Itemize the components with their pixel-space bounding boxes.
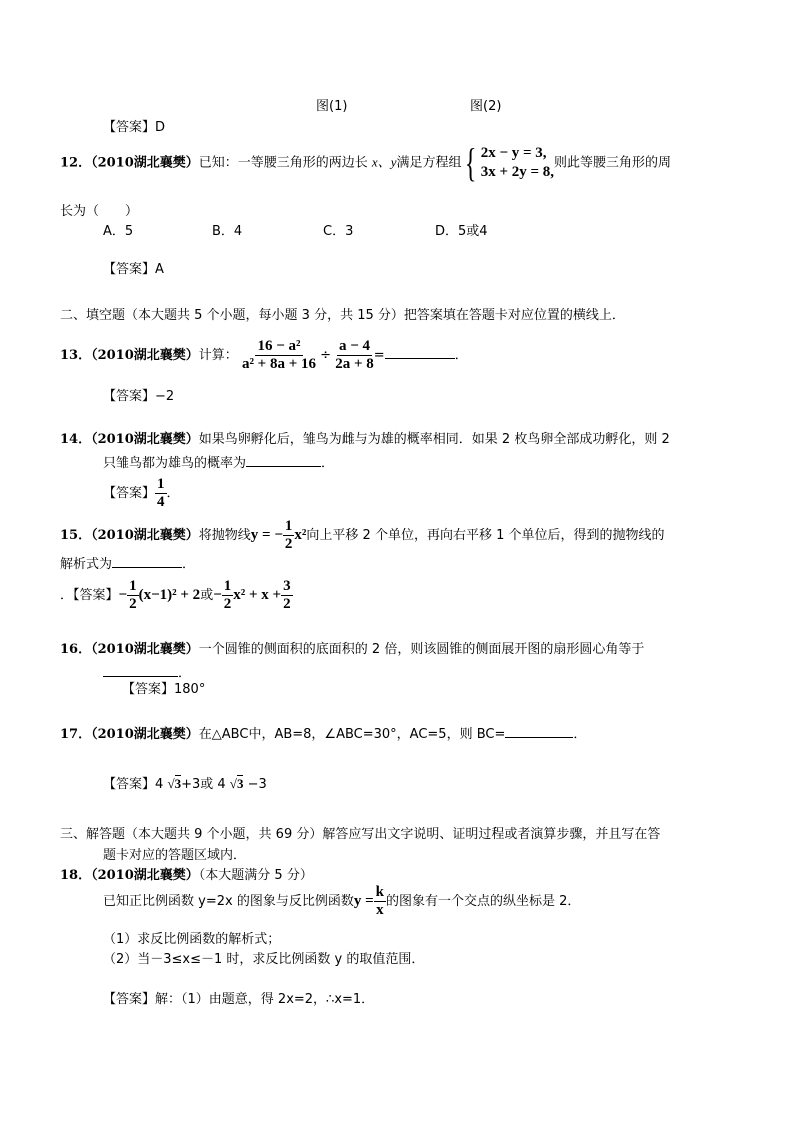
q13-answer: 【答案】−2 (103, 389, 175, 404)
divide-sign: ÷ (320, 348, 332, 363)
q12-text-cont: 长为（ ） (60, 204, 139, 219)
question-number: 13． (60, 348, 92, 363)
q18-part-1: （1）求反比例函数的解析式； (103, 932, 281, 947)
q17-question: 17．（2010湖北襄樊）在△ABC中，AB=8，∠ABC=30°，AC=5，则 BC= ． (60, 727, 587, 742)
figure-label-2: 图(2) (470, 99, 502, 114)
question-text: 满足方程组 (396, 155, 462, 171)
variables: x、y (371, 154, 397, 170)
question-source: （2010湖北襄樊） (91, 155, 199, 171)
option-d: D．5或4 (435, 224, 488, 239)
equation-1: 2x − y = 3, (480, 145, 547, 161)
section-3-heading-cont: 题卡对应的答题区域内． (103, 848, 247, 863)
answer-value: D (155, 120, 166, 135)
sqrt-3: √3 (167, 776, 182, 791)
q18-text: 已知正比例函数 y=2x 的图象与反比例函数y = $\frac{k}{x}$ 的图象有一个交点的纵坐标是 2． (103, 884, 581, 918)
sqrt-3: √3 (229, 776, 244, 791)
answer-fraction: $\frac{1}{4}$ (157, 476, 165, 510)
section-2-heading: 二、填空题（本大题共 5 个小题，每小题 3 分，共 15 分）把答案填在答题卡对应位置的横线上． (60, 308, 625, 323)
q14-question: 14．（2010湖北襄樊）如果鸟卵孵化后，雏鸟为雌与为雄的概率相同．如果 2 枚鸟卵全部成功孵化，则 2 (60, 432, 670, 447)
option-c: C．3 (323, 224, 354, 239)
equation-2: 3x + 2y = 8, (480, 164, 555, 180)
q15-answer: ．【答案】− $\frac{1}{2}$ (x−1)² + 2或− $\frac{1}{2}$ x² + x + $\frac{3}{2}$ (60, 578, 291, 612)
answer-blank[interactable] (112, 555, 182, 568)
question-source: （2010湖北襄樊） (91, 348, 199, 363)
q18-part-2: （2）当－3≤x≤－1 时，求反比例函数 y 的取值范围． (103, 952, 425, 967)
answer-tag: 【答案】 (103, 262, 156, 277)
answer-value: A (155, 262, 164, 277)
q18-title: 18．（2010湖北襄樊）（本大题满分 5 分） (60, 868, 313, 883)
q12-answer (103, 262, 164, 278)
q14-text-cont: 只雏鸟都为雄鸟的概率为 ． (103, 456, 335, 471)
answer-tag: 【答案】 (103, 120, 156, 135)
fraction-half: $\frac{1}{2}$ (284, 518, 293, 552)
q15-question: 15．（2010湖北襄樊）将抛物线y = − $\frac{1}{2}$ x²向上平移 2 个单位，再向右平移 1 个单位后，得到的抛物线的 (60, 518, 665, 552)
figure-label-1: 图(1) (316, 99, 348, 114)
q12-question (60, 140, 672, 185)
question-text: 则此等腰三角形的周 (554, 155, 672, 171)
answer-blank[interactable] (246, 454, 321, 467)
equals-sign: = (373, 348, 385, 363)
q17-answer: 【答案】4 √3+3或 4 √3 −3 (103, 776, 267, 792)
q14-answer: 【答案】 $\frac{1}{4}$ ． (103, 476, 180, 510)
option-b: B．4 (212, 224, 243, 239)
section-3-heading: 三、解答题（本大题共 9 个小题，共 69 分）解答应写出文字说明、证明过程或者演算步骤，并且写在答 (60, 827, 661, 842)
q15-text-cont: 解析式为 ． (60, 557, 196, 572)
question-number: 12． (60, 155, 92, 171)
q11-answer (103, 120, 165, 136)
period: ． (454, 348, 468, 363)
q16-question: 16．（2010湖北襄樊）一个圆锥的侧面积的底面积的 2 倍，则该圆锥的侧面展开图的扇形圆心角等于 (60, 642, 645, 657)
q18-answer: 【答案】解：（1）由题意，得 2x=2，∴x=1． (103, 992, 375, 1007)
question-text: 计算： (198, 348, 238, 363)
equation-system: { 2x − y = 3, 3x + 2y = 8, (465, 140, 555, 185)
fraction-2: $\frac{a - 4}{2a + 8}$ (335, 338, 374, 372)
q13-question (60, 338, 468, 373)
q16-answer: 【答案】180° (122, 682, 206, 697)
answer-blank[interactable] (505, 725, 573, 738)
q16-blank-line: ． (103, 664, 191, 682)
fraction-k-over-x: $\frac{k}{x}$ (375, 884, 384, 918)
option-a: A．5 (103, 224, 134, 239)
question-text: 已知：一等腰三角形的两边长 (198, 155, 372, 171)
answer-blank[interactable] (103, 664, 178, 677)
answer-blank[interactable] (385, 346, 455, 359)
fraction-1: $\frac{\text{16 − a²}}{\text{a² + 8a + 16}}$ (241, 338, 317, 372)
